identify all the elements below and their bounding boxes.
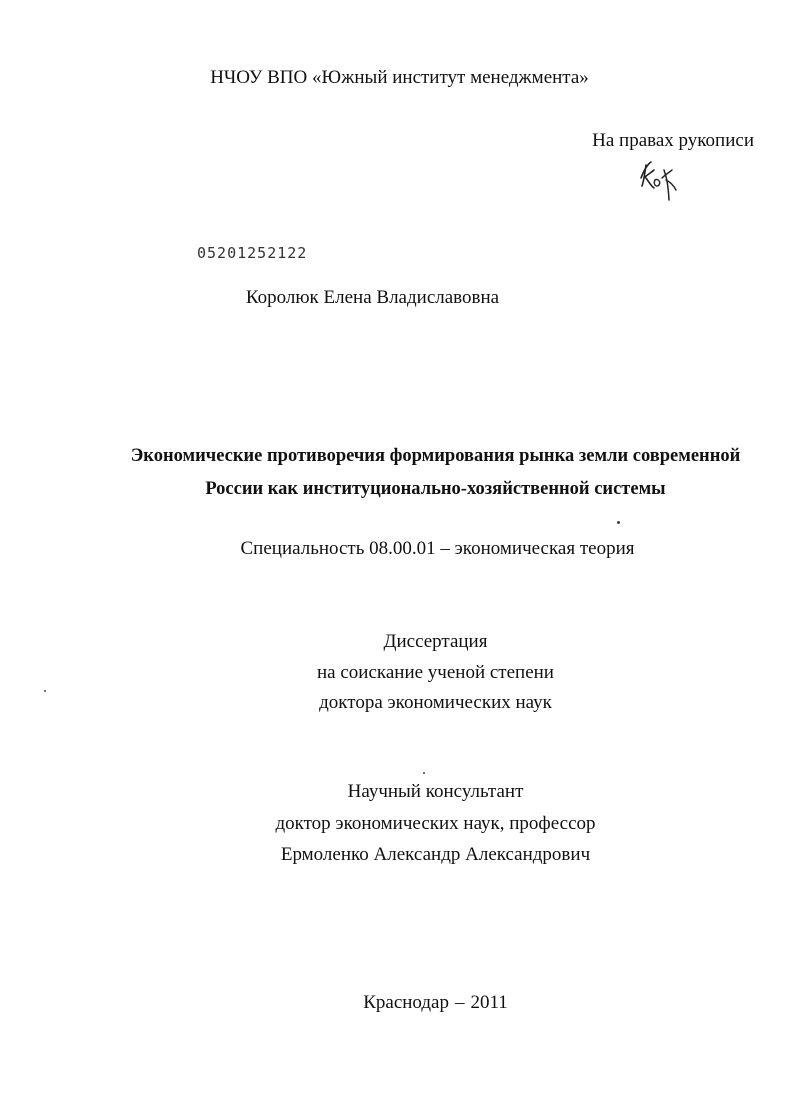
manuscript-note: На правах рукописи [592, 130, 754, 151]
scan-speck [423, 772, 425, 774]
scan-speck [617, 521, 620, 524]
dash: – [454, 992, 465, 1013]
dissertation-title-line2: России как институционально-хозяйственной системы [205, 479, 666, 499]
year: 2011 [470, 992, 508, 1013]
degree-line1: Диссертация [383, 631, 488, 652]
document-code: 05201252122 [197, 244, 308, 262]
degree-line2: на соискание ученой степени [317, 662, 554, 683]
city: Краснодар [363, 992, 449, 1013]
place-and-year [38, 991, 795, 1015]
dissertation-title-line1: Экономические противоречия формирования рынка земли современной [130, 446, 741, 466]
advisor-role: Научный консультант [347, 781, 524, 802]
handwritten-signature [636, 156, 686, 204]
specialty: Специальность 08.00.01 – экономическая теория [240, 538, 635, 559]
advisor-name: Ермоленко Александр Александрович [280, 844, 591, 865]
author-name: Королюк Елена Владиславовна [245, 287, 500, 308]
degree-line3: доктора экономических наук [319, 692, 552, 713]
advisor-rank: доктор экономических наук, профессор [275, 813, 596, 834]
institution-name: НЧОУ ВПО «Южный институт менеджмента» [210, 67, 589, 88]
